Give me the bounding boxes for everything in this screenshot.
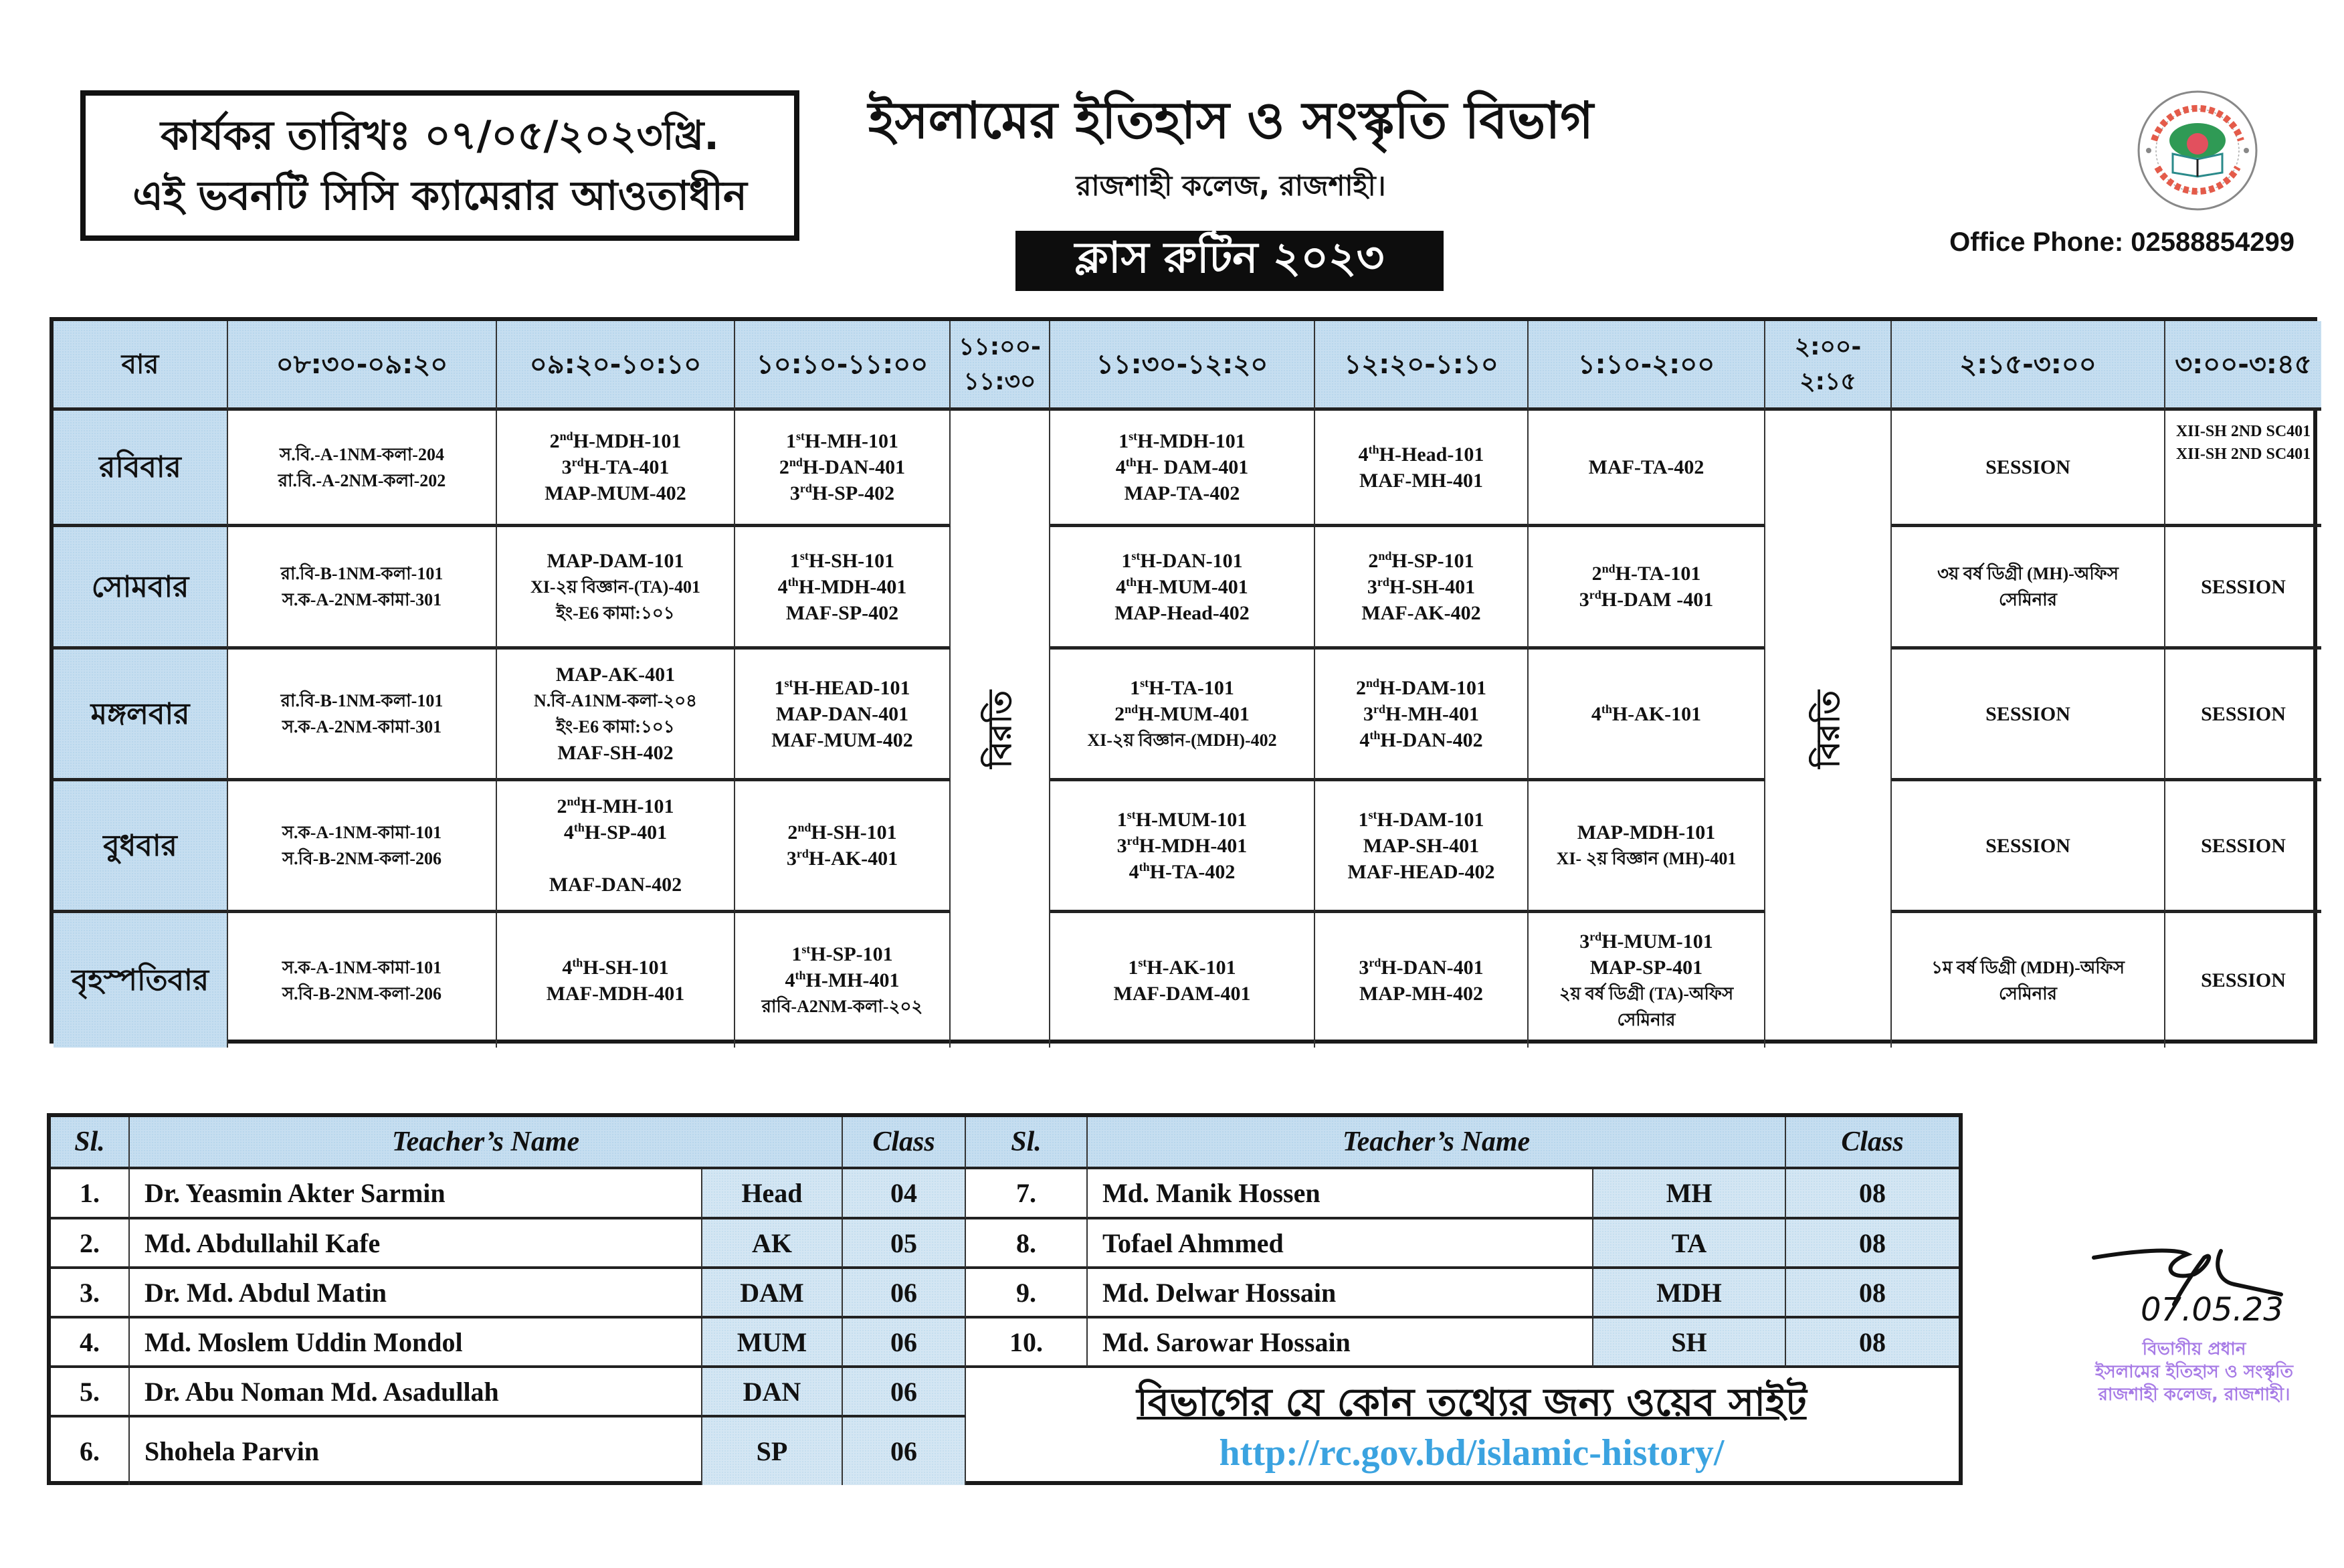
teacher-class-count: 06: [843, 1417, 966, 1485]
official-stamp: [2047, 1338, 2341, 1406]
routine-title: ক্লাস রুটিন ২০২৩: [1015, 231, 1444, 291]
class-slot: [1315, 650, 1529, 781]
class-entry: 1stH-SH-101: [789, 549, 895, 572]
class-slot: [2165, 781, 2321, 913]
class-slot: [2165, 650, 2321, 781]
class-slot: [2165, 411, 2321, 527]
time-slot-text: ১০:১০-১১:০০: [756, 349, 929, 380]
signature-date: 07.05.23: [2141, 1291, 2284, 1329]
class-entry: MAF-SP-402: [785, 601, 899, 624]
class-entry: 2ndH-MDH-101: [549, 429, 682, 452]
class-entry: স.ক-A-1NM-কামা-101: [282, 823, 442, 842]
time-slot-header: [1050, 321, 1315, 411]
class-slot: [1315, 913, 1529, 1048]
teacher-class-count: 05: [843, 1219, 966, 1269]
class-slot: [1892, 913, 2165, 1048]
teacher-class-count: 04: [843, 1169, 966, 1219]
time-slot-text: ১:১০-২:০০: [1577, 349, 1715, 380]
day-label: সোমবার: [54, 527, 228, 650]
break-column: [951, 411, 1050, 1048]
time-slot-text: ২:১৫: [1799, 367, 1856, 395]
class-entry: SESSION: [2201, 702, 2286, 725]
class-slot: [1529, 527, 1765, 650]
class-entry: 3rdH-DAN-401: [1359, 955, 1484, 979]
day-label: রবিবার: [54, 411, 228, 527]
class-entry: রাবি-A2NM-কলা-২০২: [761, 997, 923, 1016]
class-entry: 4thH-SH-101: [562, 955, 669, 979]
class-slot: [735, 913, 951, 1048]
class-entry: 4thH- DAM-401: [1115, 456, 1249, 478]
class-slot: [1892, 781, 2165, 913]
college-name: রাজশাহী কলেজ, রাজশাহী।: [1076, 169, 1386, 202]
teacher-sl: 1.: [51, 1169, 130, 1219]
teacher-name: Md. Abdullahil Kafe: [130, 1219, 702, 1269]
teacher-name-header: Teacher’s Name: [130, 1117, 843, 1169]
class-entry: 1stH-MDH-101: [1118, 429, 1246, 452]
teacher-code: DAM: [702, 1269, 843, 1318]
department-title: ইসলামের ইতিহাস ও সংস্কৃতি বিভাগ: [868, 90, 1594, 150]
class-entry: 2ndH-TA-101: [1591, 562, 1701, 585]
class-entry: SESSION: [2201, 969, 2286, 991]
teacher-sl: 9.: [966, 1269, 1088, 1318]
class-entry: 2ndH-DAM-101: [1356, 676, 1486, 699]
time-slot-header: [735, 321, 951, 411]
class-slot: [1050, 527, 1315, 650]
class-entry: ২য় বর্ষ ডিগ্রী (TA)-অফিস: [1559, 983, 1734, 1003]
cctv-notice: এই ভবনটি সিসি ক্যামেরার আওতাধীন: [132, 172, 747, 219]
class-entry: MAF-MUM-402: [771, 728, 913, 751]
class-entry: MAF-MH-401: [1359, 469, 1483, 492]
teacher-code: MDH: [1593, 1269, 1786, 1318]
class-slot: [1529, 913, 1765, 1048]
class-entry: MAP-SH-401: [1363, 834, 1480, 857]
class-entry: 4thH-AK-101: [1591, 702, 1702, 725]
teacher-code: TA: [1593, 1219, 1786, 1269]
class-entry: স.ক-A-1NM-কামা-101: [282, 957, 442, 977]
class-entry: 2ndH-DAN-401: [779, 456, 906, 478]
class-entry: সেমিনার: [1999, 590, 2057, 609]
class-slot: [1315, 781, 1529, 913]
class-slot: [2165, 527, 2321, 650]
stamp-line: রাজশাহী কলেজ, রাজশাহী।: [2098, 1385, 2290, 1405]
class-entry: 4thH-MH-401: [785, 969, 900, 991]
notice-box: [80, 90, 799, 241]
class-entry: MAP-SP-401: [1589, 956, 1703, 979]
class-entry: XI-২য় বিজ্ঞান-(TA)-401: [530, 577, 700, 597]
office-phone: Office Phone: 02588854299: [1949, 227, 2294, 257]
class-slot: [1892, 527, 2165, 650]
day-column-header: বার: [54, 321, 228, 411]
class-slot: [1050, 650, 1315, 781]
teacher-class-count: 08: [1786, 1169, 1959, 1219]
day-label: বুধবার: [54, 781, 228, 913]
time-slot-header: [228, 321, 497, 411]
class-entry: 3rdH-SP-402: [789, 482, 895, 504]
class-entry: SESSION: [2201, 575, 2286, 598]
class-entry: 4thH-TA-402: [1129, 860, 1236, 883]
effective-date: কার্যকর তারিখঃ ০৭/০৫/২০২৩খ্রি.: [160, 112, 720, 159]
class-slot: [497, 781, 735, 913]
teacher-code: DAN: [702, 1368, 843, 1417]
class-entry: [613, 846, 618, 872]
class-entry: MAP-TA-402: [1124, 482, 1240, 504]
class-entry: MAP-MUM-402: [545, 482, 686, 504]
class-entry: রা.বি.-A-2NM-কলা-202: [278, 470, 446, 490]
stamp-line: ইসলামের ইতিহাস ও সংস্কৃতি: [2095, 1362, 2293, 1382]
teacher-class-count: 08: [1786, 1219, 1959, 1269]
class-slot: [1892, 411, 2165, 527]
class-entry: 1stH-TA-101: [1130, 676, 1234, 699]
class-entry: ১ম বর্ষ ডিগ্রী (MDH)-অফিস: [1931, 957, 2125, 977]
teacher-name: Dr. Md. Abdul Matin: [130, 1269, 702, 1318]
class-entry: ৩য় বর্ষ ডিগ্রী (MH)-অফিস: [1937, 564, 2119, 583]
class-slot: [497, 411, 735, 527]
teacher-sl: 10.: [966, 1318, 1088, 1368]
teacher-name: Tofael Ahmmed: [1088, 1219, 1593, 1269]
class-slot: [1050, 781, 1315, 913]
class-entry: রা.বি-B-1NM-কলা-101: [280, 691, 444, 710]
time-slot-text: ১১:৩০-১২:২০: [1096, 349, 1268, 380]
class-entry: সেমিনার: [1999, 983, 2057, 1003]
class-entry: 3rdH-DAM -401: [1579, 588, 1714, 611]
class-entry: SESSION: [1985, 456, 2070, 478]
day-label: বৃহস্পতিবার: [54, 913, 228, 1048]
class-entry: MAF-HEAD-402: [1347, 860, 1495, 883]
class-entry: ইং-E6 কামা:১০১: [556, 717, 675, 737]
teacher-name: Md. Moslem Uddin Mondol: [130, 1318, 702, 1368]
class-entry: 4thH-DAN-402: [1359, 728, 1483, 751]
class-entry: 3rdH-MDH-401: [1116, 834, 1248, 857]
class-slot: [228, 913, 497, 1048]
class-entry: 4thH-MDH-401: [777, 575, 907, 598]
teacher-class-count: 08: [1786, 1318, 1959, 1368]
time-slot-text: ০৯:২০-১০:১০: [529, 349, 702, 380]
break-column: [1765, 411, 1892, 1048]
college-logo-icon: [2134, 87, 2261, 214]
class-slot: [1050, 411, 1315, 527]
teacher-name: Md. Manik Hossen: [1088, 1169, 1593, 1219]
class-entry: 3rdH-AK-401: [786, 847, 898, 870]
class-entry: SESSION: [1985, 834, 2070, 857]
sl-header: Sl.: [966, 1117, 1088, 1169]
class-entry: N.বি-A1NM-কলা-২০৪: [533, 691, 698, 710]
teacher-class-count: 06: [843, 1318, 966, 1368]
class-entry: MAP-AK-401: [555, 664, 676, 686]
class-entry: 2ndH-SH-101: [787, 821, 897, 844]
time-slot-text: ১১:৩০: [963, 367, 1036, 395]
class-slot: [1892, 650, 2165, 781]
class-entry: MAP-Head-402: [1114, 601, 1250, 624]
class-slot: [1315, 411, 1529, 527]
class-entry: MAF-SH-402: [557, 742, 674, 764]
teacher-class-count: 06: [843, 1368, 966, 1417]
class-entry: SESSION: [2201, 834, 2286, 857]
class-header: Class: [1786, 1117, 1959, 1169]
class-entry: 2ndH-MUM-401: [1114, 702, 1250, 725]
class-entry: 4thH-MUM-401: [1116, 575, 1248, 598]
class-slot: [1529, 650, 1765, 781]
class-entry: XII-SH 2ND SC401: [2175, 446, 2311, 463]
class-entry: স.ক-A-2NM-কামা-301: [282, 717, 442, 737]
time-slot-header: [951, 321, 1050, 411]
teacher-code: SP: [702, 1417, 843, 1485]
class-slot: [735, 650, 951, 781]
class-entry: স.ক-A-2NM-কামা-301: [282, 590, 442, 609]
class-slot: [228, 781, 497, 913]
teacher-sl: 3.: [51, 1269, 130, 1318]
class-entry: 2ndH-MH-101: [557, 795, 674, 817]
break-label: বিরতি: [1810, 690, 1847, 769]
website-title: বিভাগের যে কোন তথ্যের জন্য ওয়েব সাইট: [1137, 1379, 1807, 1425]
teacher-sl: 2.: [51, 1219, 130, 1269]
class-entry: 1stH-AK-101: [1128, 955, 1236, 979]
class-entry: SESSION: [1985, 702, 2070, 725]
class-slot: [497, 913, 735, 1048]
time-slot-text: ৩:০০-৩:৪৫: [2175, 349, 2312, 380]
class-entry: 1stH-SP-101: [791, 943, 893, 965]
website-link[interactable]: http://rc.gov.bd/islamic-history/: [1219, 1432, 1725, 1474]
stamp-line: বিভাগীয় প্রধান: [2142, 1339, 2246, 1359]
class-entry: 1stH-MH-101: [786, 429, 898, 452]
teacher-name: Md. Sarowar Hossain: [1088, 1318, 1593, 1368]
teacher-sl: 7.: [966, 1169, 1088, 1219]
class-slot: [228, 527, 497, 650]
teacher-name: Dr. Yeasmin Akter Sarmin: [130, 1169, 702, 1219]
class-entry: রা.বি-B-1NM-কলা-101: [280, 564, 444, 583]
class-entry: XI- ২য় বিজ্ঞান (MH)-401: [1556, 849, 1737, 868]
time-slot-header: [497, 321, 735, 411]
teacher-name: Shohela Parvin: [130, 1417, 702, 1485]
class-entry: 3rdH-SH-401: [1367, 575, 1476, 598]
class-entry: স.বি-B-2NM-কলা-206: [282, 849, 442, 868]
teacher-sl: 4.: [51, 1318, 130, 1368]
class-entry: XI-২য় বিজ্ঞান-(MDH)-402: [1087, 730, 1277, 750]
class-slot: [1315, 527, 1529, 650]
time-slot-text: ১২:২০-১:১০: [1344, 349, 1498, 380]
class-slot: [228, 650, 497, 781]
class-entry: MAP-MDH-101: [1577, 821, 1716, 844]
class-entry: MAF-TA-402: [1588, 456, 1704, 478]
class-entry: 2ndH-SP-101: [1368, 549, 1474, 572]
class-slot: [497, 527, 735, 650]
teacher-code: MH: [1593, 1169, 1786, 1219]
class-entry: 4thH-SP-401: [563, 821, 668, 844]
time-slot-text: ২:০০-: [1794, 332, 1862, 361]
class-entry: MAF-AK-402: [1361, 601, 1481, 624]
class-entry: MAF-DAM-401: [1113, 982, 1251, 1005]
class-entry: স.বি.-A-1NM-কলা-204: [280, 444, 444, 464]
day-label: মঙ্গলবার: [54, 650, 228, 781]
class-entry: MAP-MH-402: [1359, 982, 1483, 1005]
teacher-code: AK: [702, 1219, 843, 1269]
teacher-name-header: Teacher’s Name: [1088, 1117, 1786, 1169]
class-entry: 1stH-MUM-101: [1116, 807, 1248, 831]
time-slot-text: ০৮:৩০-০৯:২০: [276, 349, 448, 380]
class-entry: স.বি-B-2NM-কলা-206: [282, 983, 442, 1003]
class-entry: 4thH-Head-101: [1358, 442, 1484, 466]
teacher-name: Md. Delwar Hossain: [1088, 1269, 1593, 1318]
teacher-sl: 6.: [51, 1417, 130, 1485]
class-header: Class: [843, 1117, 966, 1169]
class-slot: [228, 411, 497, 527]
class-entry: MAP-DAM-101: [547, 549, 684, 572]
class-slot: [497, 650, 735, 781]
teacher-sl: 5.: [51, 1368, 130, 1417]
time-slot-header: [1529, 321, 1765, 411]
teacher-class-count: 06: [843, 1269, 966, 1318]
class-entry: MAF-MDH-401: [546, 982, 685, 1005]
class-slot: [2165, 913, 2321, 1048]
class-entry: XII-SH 2ND SC401: [2175, 423, 2311, 440]
teacher-sl: 8.: [966, 1219, 1088, 1269]
class-entry: 3rdH-MH-401: [1363, 702, 1479, 725]
teacher-code: MUM: [702, 1318, 843, 1368]
class-slot: [1050, 913, 1315, 1048]
class-entry: 1stH-DAM-101: [1358, 807, 1484, 831]
class-entry: 3rdH-MUM-101: [1579, 929, 1713, 953]
break-label: বিরতি: [981, 690, 1019, 769]
teacher-name: Dr. Abu Noman Md. Asadullah: [130, 1368, 702, 1417]
class-entry: MAF-DAN-402: [549, 874, 682, 896]
teacher-code: Head: [702, 1169, 843, 1219]
class-entry: MAP-DAN-401: [775, 702, 909, 725]
class-entry: ইং-E6 কামা:১০১: [556, 603, 675, 623]
class-slot: [735, 411, 951, 527]
time-slot-header: [1765, 321, 1892, 411]
time-slot-header: [2165, 321, 2321, 411]
class-slot: [735, 781, 951, 913]
teacher-class-count: 08: [1786, 1269, 1959, 1318]
class-entry: 3rdH-TA-401: [561, 456, 670, 478]
time-slot-header: [1892, 321, 2165, 411]
class-entry: সেমিনার: [1617, 1009, 1676, 1030]
class-slot: [1529, 781, 1765, 913]
class-slot: [735, 527, 951, 650]
time-slot-header: [1315, 321, 1529, 411]
class-entry: 1stH-HEAD-101: [774, 676, 910, 699]
teacher-code: SH: [1593, 1318, 1786, 1368]
class-slot: [1529, 411, 1765, 527]
time-slot-text: ১১:০০-: [959, 332, 1041, 361]
class-routine-table: [50, 317, 2317, 1044]
class-entry: 1stH-DAN-101: [1121, 549, 1243, 572]
time-slot-text: ২:১৫-৩:০০: [1959, 349, 2096, 380]
sl-header: Sl.: [51, 1117, 130, 1169]
